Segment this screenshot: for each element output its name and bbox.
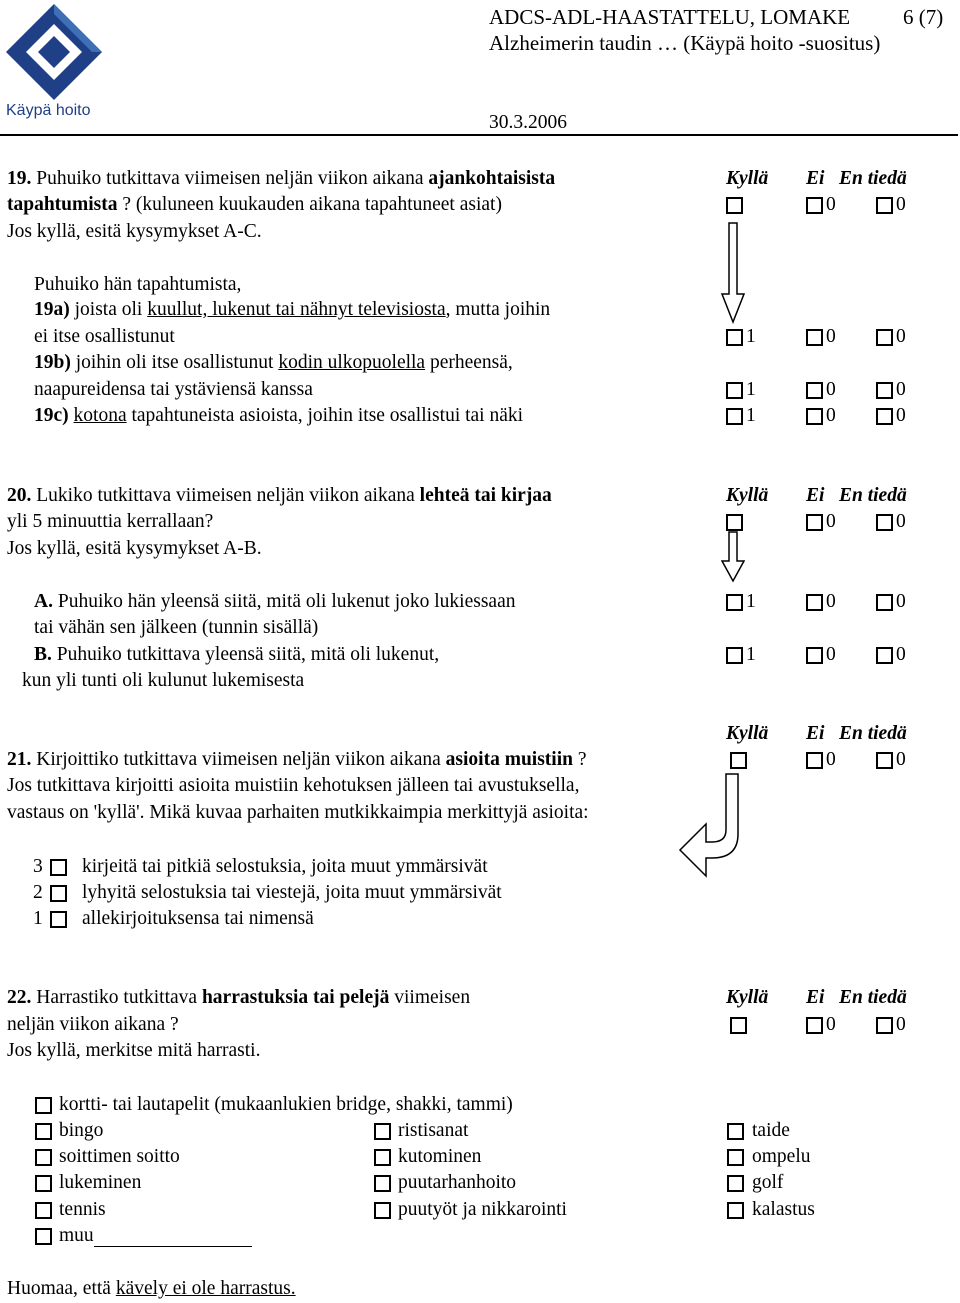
hobby-checkbox[interactable]: [374, 1123, 391, 1140]
q21-yes-header: Kyllä: [726, 723, 769, 744]
form-date: 30.3.2006: [489, 112, 567, 133]
hobby-label: soittimen soitto: [59, 1146, 180, 1167]
q21-line2: Jos tutkittava kirjoitti asioita muistiin kehotuksen jälleen tai avustuksella,: [7, 775, 580, 796]
hobby-label: kutominen: [398, 1146, 482, 1167]
q21-line1: 21. Kirjoittiko tutkittava viimeisen neljän viikon aikana asioita muistiin ?: [7, 749, 587, 770]
q19c-no-checkbox[interactable]: [806, 408, 823, 425]
q22-yes-checkbox[interactable]: [730, 1017, 747, 1034]
q20a-line2: tai vähän sen jälkeen (tunnin sisällä): [34, 617, 319, 638]
hobby-checkbox[interactable]: [374, 1149, 391, 1166]
header-divider: [0, 134, 958, 136]
q19b-yes-value: 1: [746, 379, 756, 400]
q19a-line2: ei itse osallistunut: [34, 326, 175, 347]
q20-dontknow-header: En tiedä: [839, 485, 907, 506]
q19a-no-value: 0: [826, 326, 836, 347]
q22-line1: 22. Harrastiko tutkittava harrastuksia tai pelejä viimeisen: [7, 987, 471, 1008]
q21-dontknow-value: 0: [896, 749, 906, 770]
q20a-no-checkbox[interactable]: [806, 594, 823, 611]
hobby-label: ompelu: [752, 1146, 811, 1167]
q19-line3: Jos kyllä, esitä kysymykset A-C.: [7, 221, 262, 242]
logo-diamond-icon: [4, 2, 104, 102]
q19b-line1: 19b) joihin oli itse osallistunut kodin ulkopuolella perheensä,: [34, 352, 513, 373]
hobby-checkbox[interactable]: [35, 1149, 52, 1166]
q19c-dontknow-checkbox[interactable]: [876, 408, 893, 425]
hobby-checkbox[interactable]: [727, 1175, 744, 1192]
hobby-label: lukeminen: [59, 1172, 142, 1193]
q19a-no-checkbox[interactable]: [806, 329, 823, 346]
q20b-dontknow-value: 0: [896, 644, 906, 665]
q22-no-value: 0: [826, 1014, 836, 1035]
q19-dontknow-header: En tiedä: [839, 168, 907, 189]
q22-dontknow-header: En tiedä: [839, 987, 907, 1008]
q19-dontknow-value: 0: [896, 194, 906, 215]
q20b-line2: kun yli tunti oli kulunut lukemisesta: [22, 670, 305, 691]
q22-dontknow-checkbox[interactable]: [876, 1017, 893, 1034]
q21-line3: vastaus on 'kyllä'. Mikä kuvaa parhaiten mutkikkaimpia merkittyjä asioita:: [7, 802, 589, 823]
down-arrow-icon: [721, 531, 745, 583]
q19a-yes-value: 1: [746, 326, 756, 347]
q20a-dontknow-checkbox[interactable]: [876, 594, 893, 611]
q19a-line1: 19a) joista oli kuullut, lukenut tai nähnyt televisiosta, mutta joihin: [34, 299, 551, 320]
logo-text: Käypä hoito: [6, 102, 91, 119]
q20-no-value: 0: [826, 511, 836, 532]
hobby-checkbox[interactable]: [35, 1202, 52, 1219]
hobby-label: ristisanat: [398, 1120, 469, 1141]
q21-no-value: 0: [826, 749, 836, 770]
q19-no-value: 0: [826, 194, 836, 215]
q19a-yes-checkbox[interactable]: [726, 329, 743, 346]
form-title: ADCS-ADL-HAASTATTELU, LOMAKE: [489, 5, 851, 29]
hobby-label: golf: [752, 1172, 784, 1193]
hobby-label: puutyöt ja nikkarointi: [398, 1199, 567, 1220]
q20a-yes-checkbox[interactable]: [726, 594, 743, 611]
hobby-checkbox[interactable]: [374, 1202, 391, 1219]
q21-option-label: allekirjoituksensa tai nimensä: [82, 908, 314, 929]
q22-no-header: Ei: [806, 987, 825, 1008]
q21-option-checkbox[interactable]: [50, 885, 67, 902]
hobby-other-input[interactable]: [94, 1230, 252, 1247]
q19c-dontknow-value: 0: [896, 405, 906, 426]
q20b-no-checkbox[interactable]: [806, 647, 823, 664]
q20a-yes-value: 1: [746, 591, 756, 612]
q19a-dontknow-checkbox[interactable]: [876, 329, 893, 346]
hobby-label: bingo: [59, 1120, 104, 1141]
hobby-checkbox[interactable]: [35, 1175, 52, 1192]
hobby-label: taide: [752, 1120, 790, 1141]
q21-no-checkbox[interactable]: [806, 752, 823, 769]
footer-note: Huomaa, että kävely ei ole harrastus.: [7, 1278, 296, 1299]
q19-line2: tapahtumista ? (kuluneen kuukauden aikana tapahtuneet asiat): [7, 194, 502, 215]
hobby-checkbox[interactable]: [35, 1097, 52, 1114]
down-arrow-icon: [721, 222, 745, 324]
hobby-label: tennis: [59, 1199, 106, 1220]
q21-option-label: kirjeitä tai pitkiä selostuksia, joita muut ymmärsivät: [82, 856, 488, 877]
page-number: 6 (7): [903, 5, 944, 29]
q20b-no-value: 0: [826, 644, 836, 665]
hobby-label: puutarhanhoito: [398, 1172, 517, 1193]
q19c-line: 19c) kotona tapahtuneista asioista, joihin itse osallistui tai näki: [34, 405, 524, 426]
q21-option-checkbox[interactable]: [50, 911, 67, 928]
q21-dontknow-checkbox[interactable]: [876, 752, 893, 769]
q19-intro: Puhuiko hän tapahtumista,: [34, 274, 242, 295]
q22-line3: Jos kyllä, merkitse mitä harrasti.: [7, 1040, 261, 1061]
q19b-no-checkbox[interactable]: [806, 382, 823, 399]
q21-option-checkbox[interactable]: [50, 859, 67, 876]
q21-option-num: 2: [33, 882, 43, 903]
q19b-dontknow-value: 0: [896, 379, 906, 400]
q20-line3: Jos kyllä, esitä kysymykset A-B.: [7, 538, 262, 559]
q19-yes-checkbox[interactable]: [726, 197, 743, 214]
form-subtitle: Alzheimerin taudin … (Käypä hoito -suositus): [489, 31, 881, 55]
hobby-checkbox[interactable]: [374, 1175, 391, 1192]
q20b-yes-value: 1: [746, 644, 756, 665]
hobby-other-label: muu: [59, 1225, 252, 1247]
q20a-dontknow-value: 0: [896, 591, 906, 612]
q19b-line2: naapureidensa tai ystäviensä kanssa: [34, 379, 313, 400]
q19-yes-header: Kyllä: [726, 168, 769, 189]
q20-line2: yli 5 minuuttia kerrallaan?: [7, 511, 214, 532]
q20-dontknow-value: 0: [896, 511, 906, 532]
q19b-no-value: 0: [826, 379, 836, 400]
q21-yes-checkbox[interactable]: [730, 752, 747, 769]
q22-yes-header: Kyllä: [726, 987, 769, 1008]
q20-dontknow-checkbox[interactable]: [876, 514, 893, 531]
q21-no-header: Ei: [806, 723, 825, 744]
q20-no-header: Ei: [806, 485, 825, 506]
q19c-yes-value: 1: [746, 405, 756, 426]
curved-arrow-icon: [676, 772, 744, 890]
q19-no-header: Ei: [806, 168, 825, 189]
q20-yes-header: Kyllä: [726, 485, 769, 506]
q20b-line1: B. Puhuiko tutkittava yleensä siitä, mitä oli lukenut,: [34, 644, 440, 665]
hobby-label: kalastus: [752, 1199, 815, 1220]
q20b-yes-checkbox[interactable]: [726, 647, 743, 664]
q22-no-checkbox[interactable]: [806, 1017, 823, 1034]
hobby-checkbox[interactable]: [727, 1202, 744, 1219]
q20a-line1: A. Puhuiko hän yleensä siitä, mitä oli lukenut joko lukiessaan: [34, 591, 516, 612]
q19c-yes-checkbox[interactable]: [726, 408, 743, 425]
q19a-dontknow-value: 0: [896, 326, 906, 347]
q21-option-num: 1: [33, 908, 43, 929]
q22-line2: neljän viikon aikana ?: [7, 1014, 179, 1035]
kaypa-hoito-logo: [4, 2, 104, 127]
q20-yes-checkbox[interactable]: [726, 514, 743, 531]
q19-no-checkbox[interactable]: [806, 197, 823, 214]
hobby-checkbox[interactable]: [35, 1123, 52, 1140]
q21-dontknow-header: En tiedä: [839, 723, 907, 744]
q20a-no-value: 0: [826, 591, 836, 612]
hobby-label: kortti- tai lautapelit (mukaanlukien bridge, shakki, tammi): [59, 1094, 513, 1115]
q19-dontknow-checkbox[interactable]: [876, 197, 893, 214]
q20b-dontknow-checkbox[interactable]: [876, 647, 893, 664]
q19-line1: 19. Puhuiko tutkittava viimeisen neljän viikon aikana ajankohtaisista: [7, 168, 556, 189]
q21-option-num: 3: [33, 856, 43, 877]
hobby-other-checkbox[interactable]: [35, 1228, 52, 1245]
q19b-dontknow-checkbox[interactable]: [876, 382, 893, 399]
q21-option-label: lyhyitä selostuksia tai viestejä, joita muut ymmärsivät: [82, 882, 502, 903]
q22-dontknow-value: 0: [896, 1014, 906, 1035]
q19b-yes-checkbox[interactable]: [726, 382, 743, 399]
hobby-checkbox[interactable]: [727, 1123, 744, 1140]
hobby-checkbox[interactable]: [727, 1149, 744, 1166]
q19c-no-value: 0: [826, 405, 836, 426]
q20-no-checkbox[interactable]: [806, 514, 823, 531]
q20-line1: 20. Lukiko tutkittava viimeisen neljän viikon aikana lehteä tai kirjaa: [7, 485, 552, 506]
